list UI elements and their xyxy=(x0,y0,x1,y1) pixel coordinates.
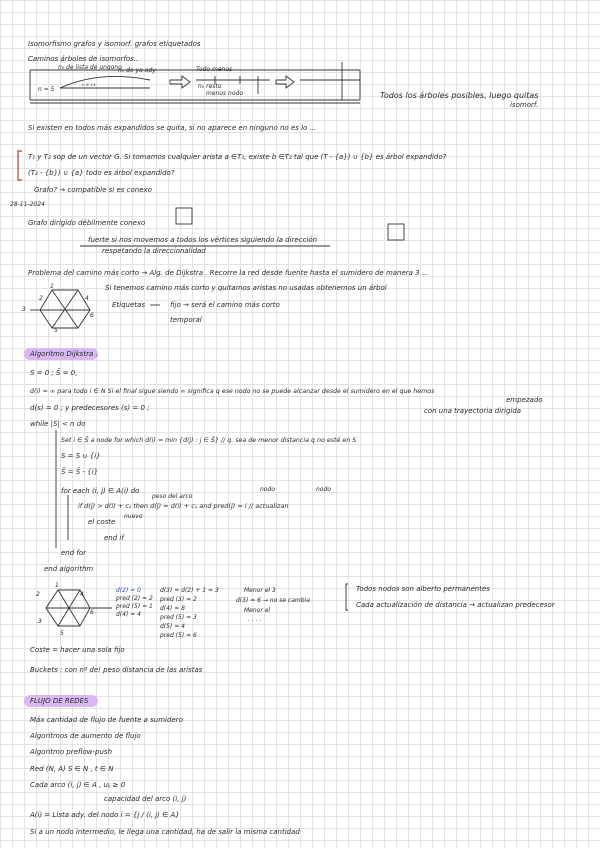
note-line: Si tenemos camino más corto y quitamos aristas no usadas obtenemos un árbol xyxy=(105,284,387,292)
sketch-note: n₀ resto xyxy=(198,83,222,90)
note-line: while |S| < n do xyxy=(30,420,86,428)
arrow-icon xyxy=(170,76,190,88)
note-line: end algorithm xyxy=(44,565,94,573)
note-line: S = 0 ; S̄ = 0, xyxy=(30,369,78,377)
note-line: S̄ = S̄ - {i} xyxy=(61,468,99,476)
dijkstra-example-graph xyxy=(46,590,112,626)
sketch-note: n₀ de ya ady xyxy=(118,67,156,74)
note-line: Todos nodos son alberto permanentes xyxy=(356,585,490,593)
note-line: fijo → será el camino más corto xyxy=(170,301,280,309)
note-line: Problema del camino más corto → Alg. de Dijkstra . Recorre la red desde fuente hasta el sumidero de manera 3 ... xyxy=(28,269,429,277)
trace-value: d(4) = 4 xyxy=(116,611,141,618)
note-line: Si existen en todos más expandidos se quita, si no aparece en ninguno no es lo ... xyxy=(28,124,317,132)
note-line: (T₂ - {b}) ∪ {a} todo es árbol expandido? xyxy=(28,169,175,177)
note-line: Set i ∈ S̄ a node for which d(i) = min {d(j) : j ∈ S̄} // q. sea de menor distancia q no esté en S xyxy=(61,437,357,444)
note-line: Buckets : con nº de! peso distancia de las aristas xyxy=(30,666,203,674)
note-line: Grafo dirigido débilmente conexo xyxy=(28,219,146,227)
note-line: Cada actualización de distancia → actualizan predecesor xyxy=(356,601,555,609)
node-label: 1 xyxy=(55,582,59,589)
network-graph xyxy=(30,290,90,328)
trace-value: d(5) = 4 xyxy=(160,623,185,630)
directed-graph-square xyxy=(176,208,192,224)
trace-value: Menor el xyxy=(244,607,271,614)
node-label: 1 xyxy=(50,283,54,290)
trace-value: Menor el 3 xyxy=(244,587,276,594)
node-label: 5 xyxy=(60,630,64,637)
trace-value: d(3) = d(2) + 1 = 3 xyxy=(160,587,219,594)
trace-value: pred (2) = 2 xyxy=(116,595,153,602)
note-line: Grafo? → compatible si es conexo xyxy=(34,186,152,194)
sketch-note: nodo xyxy=(260,486,275,493)
trace-value: pred (3) = 2 xyxy=(160,596,197,603)
note-line: con una trayectoria dirigida xyxy=(424,407,522,415)
sketch-note: Todo menos xyxy=(196,66,233,73)
note-line: end for xyxy=(61,549,87,557)
trace-value: d(3) = 6 → no se cambia xyxy=(236,597,310,604)
sketch-note: n₀ de lista de ungono xyxy=(58,64,122,71)
note-line: Máx cantidad de flujo de fuente a sumidero xyxy=(30,716,183,724)
sketch-note: nuevo xyxy=(124,513,143,520)
directed-graph-square xyxy=(388,224,404,240)
note-line: respetando la direccionalidad xyxy=(102,247,206,255)
note-line: d(s) = 0 ; y predecesores (s) = 0 ; xyxy=(30,404,150,412)
node-label: 2 xyxy=(36,591,40,598)
note-line: Red (N, A) S ∈ N , t ∈ N xyxy=(30,765,114,773)
arrow-icon xyxy=(276,76,294,88)
sketch-note: menos nodo xyxy=(206,90,243,97)
note-line: A(i) = Lista ady. del nodo i = {j / (i, j) ∈ A} xyxy=(30,811,180,819)
node-label: 5 xyxy=(54,327,58,334)
section-heading: FLUJO DE REDES xyxy=(30,697,89,705)
note-line: d(i) = ∞ para todo i ∈ N Si el final sigue siendo ∞ significa q ese nodo no se puede alcanzar desde el sumidero en el que hemos xyxy=(30,388,435,395)
date-label: 28-11-2024 xyxy=(10,201,45,208)
sketch-box xyxy=(30,70,360,100)
trace-value: d(4) = 8 xyxy=(160,605,185,612)
note-line: T₁ y T₂ sop de un vector G. Si tomamos cualquier arista a ∈T₁, existe b ∈T₂ tal que (T - {a}) ∪ {b} es árbol expandido? xyxy=(28,153,447,161)
note-line: for each (i, j) ∈ A(i) do xyxy=(61,487,140,495)
note-line: S = S ∪ {i} xyxy=(61,452,101,460)
note-line: end if xyxy=(104,534,124,542)
node-label: 4 xyxy=(85,295,89,302)
note-line: Caminos árboles de isomorfos.. xyxy=(28,55,139,63)
trace-value: pred (5) = 6 xyxy=(160,632,197,639)
section-heading: Algoritmo Dijkstra . xyxy=(30,350,98,358)
note-line: isomorf. xyxy=(510,101,539,109)
sketch-note: n = 5 xyxy=(38,86,55,93)
node-label: 4 xyxy=(80,591,84,598)
note-line: capacidad del arco (i, j) xyxy=(104,795,187,803)
note-line: Si a un nodo intermedio, le llega una cantidad, ha de salir la misma cantidad xyxy=(30,828,300,836)
trace-value: pred (5) = 1 xyxy=(116,603,153,610)
node-label: 3 xyxy=(38,618,42,625)
trace-value: . . . . xyxy=(248,616,262,623)
bracket xyxy=(18,151,22,180)
node-label: 6 xyxy=(90,609,94,616)
note-line: fuerte si nos movemos a todos los vértices siguiendo la dirección xyxy=(88,236,318,244)
note-line: Algoritmo preflow-push xyxy=(30,748,113,756)
note-line: Todos los árboles posibles, luego quitas xyxy=(380,91,539,100)
bracket xyxy=(346,584,348,610)
sketch-note: peso del arco xyxy=(152,493,193,500)
note-line: Cada arco (i, j) ∈ A , uᵢⱼ ≥ 0 xyxy=(30,781,126,789)
sketch-arc xyxy=(60,76,150,88)
trace-value: d(2) = 0 xyxy=(116,587,141,594)
note-line: Coste = hacer una sola fijo xyxy=(30,646,125,654)
note-line: Isomorfismo grafos y isomorf. grafos etiquetados xyxy=(28,40,201,48)
note-line: temporal xyxy=(170,316,202,324)
node-label: 6 xyxy=(90,312,94,319)
node-label: 3 xyxy=(22,306,26,313)
note-line: if d(j) > d(i) + cᵢⱼ then d(j) = d(i) + cᵢⱼ and pred(j) = i // actualizan xyxy=(78,502,289,510)
note-line: Etiquetas xyxy=(112,301,145,309)
note-line: empezado xyxy=(506,396,543,404)
sketch-note: nodo xyxy=(316,486,331,493)
node-label: 2 xyxy=(39,295,43,302)
trace-value: pred (5) = 3 xyxy=(160,614,197,621)
sketch-note: ᵥ ₆ ᵥ₁ xyxy=(82,81,96,88)
note-line: el coste xyxy=(88,518,116,526)
note-line: Algoritmos de aumento de flujo xyxy=(30,732,141,740)
